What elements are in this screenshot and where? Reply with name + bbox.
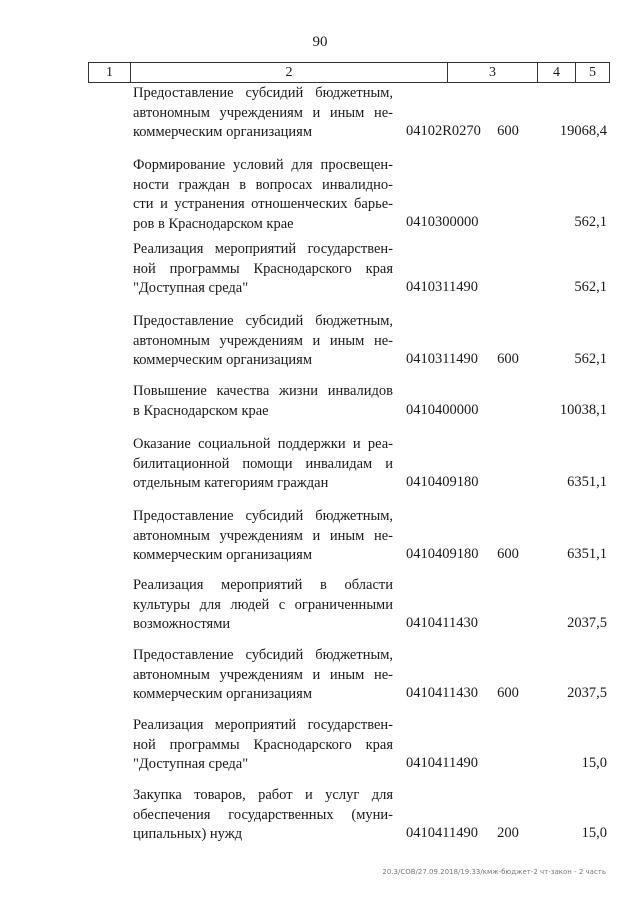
column-header-2: 2 (131, 63, 448, 82)
description-line: Предоставление субсидий бюджетным, (133, 85, 393, 101)
target-article-code: 0410311490 (406, 351, 478, 367)
column-header-3: 3 (448, 63, 538, 82)
description-line: Повышение качества жизни инвалидов (133, 383, 393, 399)
description-line: Реализация мероприятий в области (133, 577, 393, 593)
amount: 15,0 (581, 825, 607, 841)
description-line: Предоставление субсидий бюджетным, (133, 508, 393, 524)
description-line: ной программы Краснодарского края (133, 736, 393, 753)
description-line: отдельным категориям граждан (133, 475, 329, 491)
description-line: "Доступная среда" (133, 280, 249, 296)
description-line: ной программы Краснодарского края (133, 260, 393, 277)
target-article-code: 0410409180 (406, 474, 479, 490)
target-article-code: 0410400000 (406, 402, 479, 418)
description-line: автономным учреждениям и иным не- (133, 104, 393, 121)
target-article-code: 0410411490 (406, 755, 478, 771)
description-line: Предоставление субсидий бюджетным, (133, 647, 393, 663)
amount: 562,1 (574, 214, 607, 230)
row-description (133, 435, 393, 494)
target-article-code: 0410409180 (406, 546, 479, 562)
row-description (133, 382, 393, 421)
target-article-code: 0410311490 (406, 279, 478, 295)
description-line: ров в Краснодарском крае (133, 215, 294, 232)
row-description (133, 312, 393, 371)
row-description (133, 240, 393, 299)
description-line: коммерческим организациям (133, 547, 313, 563)
description-line: культуры для людей с ограниченными (133, 596, 393, 613)
description-line: обеспечения государственных (муни- (133, 806, 393, 823)
footer-stamp: 20.3/СОВ/27.09.2018/19.33/кмж-бюджет-2 чт-закон - 2 часть (382, 868, 606, 876)
description-line: автономным учреждениям и иным не- (133, 332, 393, 349)
row-description (133, 156, 393, 234)
row-description (133, 507, 393, 566)
target-article-code: 0410411430 (406, 685, 478, 701)
page-number: 90 (312, 34, 328, 50)
expense-type-code: 200 (497, 825, 519, 841)
description-line: билитационной помощи инвалидам и (133, 455, 393, 472)
amount: 19068,4 (559, 123, 607, 139)
table-header (88, 62, 610, 83)
description-line: "Доступная среда" (133, 756, 249, 772)
description-line: ципальных) нужд (133, 826, 243, 842)
description-line: Реализация мероприятий государствен- (133, 717, 393, 733)
row-description (133, 716, 393, 775)
description-line: возможностями (133, 616, 231, 632)
amount: 6351,1 (567, 546, 607, 562)
amount: 15,0 (581, 755, 607, 771)
amount: 10038,1 (559, 402, 607, 418)
description-line: Оказание социальной поддержки и реа- (133, 436, 393, 452)
description-line: Реализация мероприятий государствен- (133, 241, 393, 257)
description-line: автономным учреждениям и иным не- (133, 666, 393, 683)
expense-type-code: 600 (497, 685, 519, 701)
amount: 2037,5 (567, 615, 607, 631)
expense-type-code: 600 (497, 123, 519, 139)
column-header-1: 1 (89, 63, 131, 82)
amount: 562,1 (574, 279, 607, 295)
description-line: коммерческим организациям (133, 352, 313, 368)
amount: 2037,5 (567, 685, 607, 701)
description-line: автономным учреждениям и иным не- (133, 527, 393, 544)
description-line: Предоставление субсидий бюджетным, (133, 313, 393, 329)
column-header-5: 5 (589, 65, 596, 80)
expense-type-code: 600 (497, 351, 519, 367)
target-article-code: 0410411490 (406, 825, 478, 841)
row-description (133, 786, 393, 845)
description-line: коммерческим организациям (133, 124, 313, 140)
row-description (133, 576, 393, 635)
description-line: Формирование условий для просвещен- (133, 157, 393, 173)
column-header-4: 4 (538, 63, 576, 82)
description-line: коммерческим организациям (133, 686, 313, 702)
expense-type-code: 600 (497, 546, 519, 562)
amount: 6351,1 (567, 474, 607, 490)
row-description (133, 84, 393, 143)
target-article-code: 0410300000 (406, 214, 479, 230)
target-article-code: 04102R0270 (406, 123, 481, 139)
description-line: ности граждан в вопросах инвалидно- (133, 176, 393, 193)
description-line: Закупка товаров, работ и услуг для (133, 787, 393, 803)
description-line: сти и устранения отношенческих барье- (133, 196, 393, 212)
description-line: в Краснодарском крае (133, 402, 269, 419)
target-article-code: 0410411430 (406, 615, 478, 631)
row-description (133, 646, 393, 705)
amount: 562,1 (574, 351, 607, 367)
